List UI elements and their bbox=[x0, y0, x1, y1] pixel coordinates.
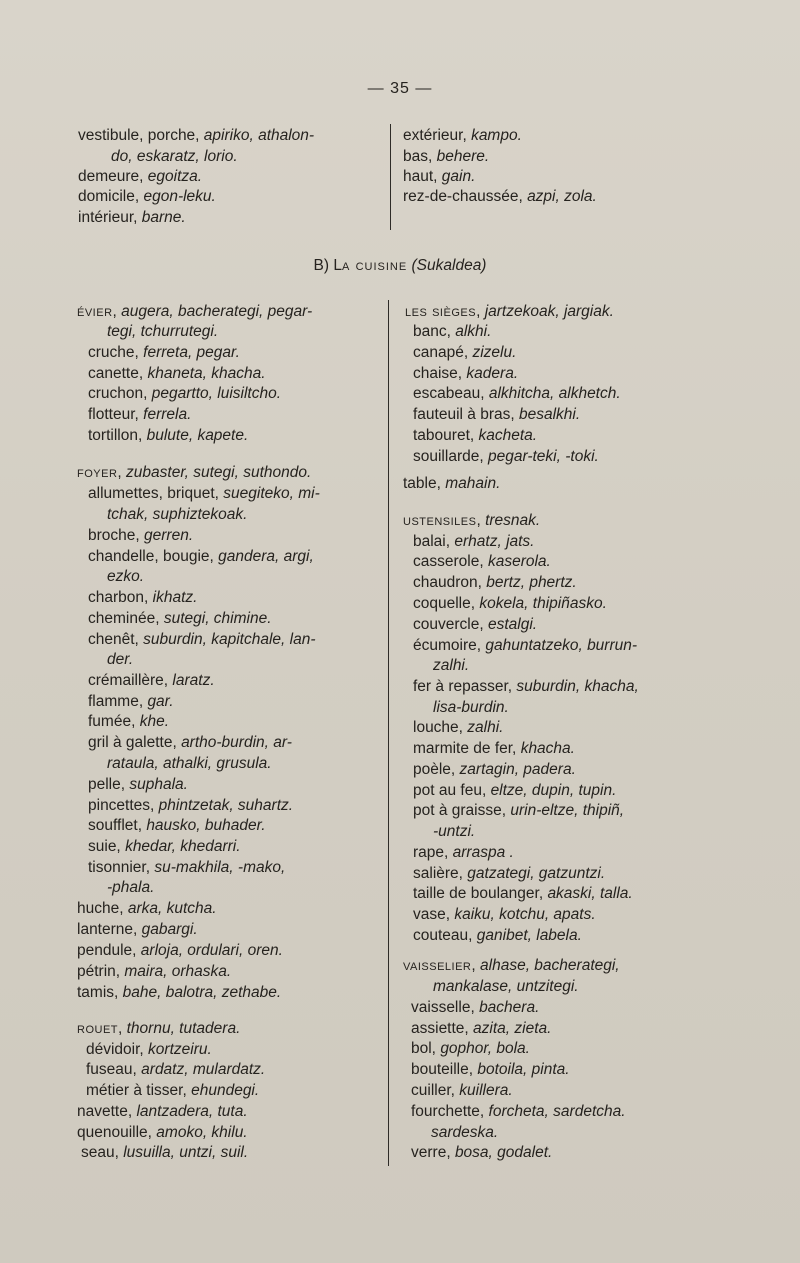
entry-line: vaisselle, bachera. bbox=[411, 999, 540, 1016]
entry-line: banc, alkhi. bbox=[413, 323, 492, 340]
entry-line: -phala. bbox=[107, 879, 155, 896]
entry-line: fourchette, forcheta, sardetcha. bbox=[411, 1103, 626, 1120]
entry-line: cuiller, kuillera. bbox=[411, 1082, 513, 1099]
entry-line: les sièges, jartzekoak, jargiak. bbox=[405, 303, 614, 320]
entry-line: fauteuil à bras, besalkhi. bbox=[413, 406, 581, 423]
entry-line: pincettes, phintzetak, suhartz. bbox=[88, 797, 294, 814]
entry-line: balai, erhatz, jats. bbox=[413, 533, 535, 550]
entry-line: tisonnier, su-makhila, -mako, bbox=[88, 859, 286, 876]
entry-line: cruchon, pegartto, luisiltcho. bbox=[88, 385, 282, 402]
entry-line: tortillon, bulute, kapete. bbox=[88, 427, 249, 444]
entry-line: rouet, thornu, tutadera. bbox=[77, 1020, 241, 1037]
entry-line: domicile, egon-leku. bbox=[78, 188, 216, 205]
entry-line: ezko. bbox=[107, 568, 145, 585]
entry-line: demeure, egoitza. bbox=[78, 168, 203, 185]
entry-line: crémaillère, laratz. bbox=[88, 672, 215, 689]
entry-line: chaudron, bertz, phertz. bbox=[413, 574, 577, 591]
entry-line: tamis, bahe, balotra, zethabe. bbox=[77, 984, 282, 1001]
entry-line: vaisselier, alhase, bacherategi, bbox=[403, 957, 620, 974]
entry-line: canette, khaneta, khacha. bbox=[88, 365, 266, 382]
entry-line: marmite de fer, khacha. bbox=[413, 740, 575, 757]
entry-line: haut, gain. bbox=[403, 168, 476, 185]
entry-line: suie, khedar, khedarri. bbox=[88, 838, 241, 855]
entry-line: zalhi. bbox=[433, 657, 470, 674]
top-column-divider bbox=[390, 124, 391, 230]
entry-line: verre, bosa, godalet. bbox=[411, 1144, 553, 1161]
main-column-divider bbox=[388, 300, 389, 1166]
entry-line: cheminée, sutegi, chimine. bbox=[88, 610, 272, 627]
entry-line: chenêt, suburdin, kapitchale, lan- bbox=[88, 631, 316, 648]
entry-line: seau, lusuilla, untzi, suil. bbox=[81, 1144, 249, 1161]
entry-line: pot à graisse, urin-eltze, thipiñ, bbox=[413, 802, 625, 819]
entry-line: tchak, suphiztekoak. bbox=[107, 506, 248, 523]
entry-line: rez-de-chaussée, azpi, zola. bbox=[403, 188, 597, 205]
entry-line: bas, behere. bbox=[403, 148, 490, 165]
entry-line: table, mahain. bbox=[403, 475, 501, 492]
entry-line: salière, gatzategi, gatzuntzi. bbox=[413, 865, 606, 882]
entry-line: couteau, ganibet, labela. bbox=[413, 927, 582, 944]
entry-line: -untzi. bbox=[433, 823, 476, 840]
section-heading bbox=[0, 257, 800, 275]
entry-line: fumée, khe. bbox=[88, 713, 170, 730]
entry-line: écumoire, gahuntatzeko, burrun- bbox=[413, 637, 638, 654]
entry-line: métier à tisser, ehundegi. bbox=[86, 1082, 260, 1099]
entry-line: tegi, tchurrutegi. bbox=[107, 323, 219, 340]
entry-line: pétrin, maira, orhaska. bbox=[77, 963, 232, 980]
entry-line: do, eskaratz, lorio. bbox=[111, 148, 238, 165]
entry-line: intérieur, barne. bbox=[78, 209, 186, 226]
entry-line: fer à repasser, suburdin, khacha, bbox=[413, 678, 639, 695]
entry-line: bol, gophor, bola. bbox=[411, 1040, 530, 1057]
entry-line: couvercle, estalgi. bbox=[413, 616, 538, 633]
entry-line: assiette, azita, zieta. bbox=[411, 1020, 552, 1037]
entry-line: dévidoir, kortzeiru. bbox=[86, 1041, 212, 1058]
entry-line: lanterne, gabargi. bbox=[77, 921, 198, 938]
entry-line: chandelle, bougie, gandera, argi, bbox=[88, 548, 314, 565]
entry-line: navette, lantzadera, tuta. bbox=[77, 1103, 248, 1120]
entry-line: broche, gerren. bbox=[88, 527, 194, 544]
entry-line: pot au feu, eltze, dupin, tupin. bbox=[413, 782, 617, 799]
entry-line: mankalase, untzitegi. bbox=[433, 978, 579, 995]
entry-line: poèle, zartagin, padera. bbox=[413, 761, 576, 778]
section-heading-title-first: L bbox=[333, 257, 342, 274]
entry-line: cruche, ferreta, pegar. bbox=[88, 344, 240, 361]
entry-line: quenouille, amoko, khilu. bbox=[77, 1124, 248, 1141]
entry-line: pendule, arloja, ordulari, oren. bbox=[77, 942, 283, 959]
entry-line: rape, arraspa . bbox=[413, 844, 514, 861]
entry-line: charbon, ikhatz. bbox=[88, 589, 198, 606]
entry-line: rataula, athalki, grusula. bbox=[107, 755, 272, 772]
entry-line: flamme, gar. bbox=[88, 693, 174, 710]
entry-line: louche, zalhi. bbox=[413, 719, 504, 736]
entry-line: vestibule, porche, apiriko, athalon- bbox=[78, 127, 315, 144]
entry-line: vase, kaiku, kotchu, apats. bbox=[413, 906, 596, 923]
entry-line: taille de boulanger, akaski, talla. bbox=[413, 885, 633, 902]
entry-line: allumettes, briquet, suegiteko, mi- bbox=[88, 485, 320, 502]
entry-line: gril à galette, artho-burdin, ar- bbox=[88, 734, 292, 751]
entry-line: souillarde, pegar-teki, -toki. bbox=[413, 448, 599, 465]
section-heading-title: a cuisine bbox=[341, 257, 408, 274]
entry-line: fuseau, ardatz, mulardatz. bbox=[86, 1061, 266, 1078]
section-heading-basque: (Sukaldea) bbox=[411, 257, 487, 274]
entry-line: escabeau, alkhitcha, alkhetch. bbox=[413, 385, 621, 402]
entry-line: pelle, suphala. bbox=[88, 776, 188, 793]
entry-line: ustensiles, tresnak. bbox=[403, 512, 541, 529]
entry-line: tabouret, kacheta. bbox=[413, 427, 538, 444]
entry-line: chaise, kadera. bbox=[413, 365, 519, 382]
entry-line: canapé, zizelu. bbox=[413, 344, 517, 361]
entry-line: lisa-burdin. bbox=[433, 699, 509, 716]
entry-line: évier, augera, bacherategi, pegar- bbox=[77, 303, 313, 320]
page-number: — 35 — bbox=[367, 80, 433, 97]
entry-line: soufflet, hausko, buhader. bbox=[88, 817, 266, 834]
section-heading-label: B) bbox=[313, 257, 334, 274]
entry-line: coquelle, kokela, thipiñasko. bbox=[413, 595, 607, 612]
entry-line: huche, arka, kutcha. bbox=[77, 900, 217, 917]
entry-line: casserole, kaserola. bbox=[413, 553, 551, 570]
entry-line: foyer, zubaster, sutegi, suthondo. bbox=[77, 464, 312, 481]
entry-line: bouteille, botoila, pinta. bbox=[411, 1061, 570, 1078]
entry-line: sardeska. bbox=[431, 1124, 499, 1141]
entry-line: der. bbox=[107, 651, 134, 668]
entry-line: flotteur, ferrela. bbox=[88, 406, 192, 423]
entry-line: extérieur, kampo. bbox=[403, 127, 522, 144]
